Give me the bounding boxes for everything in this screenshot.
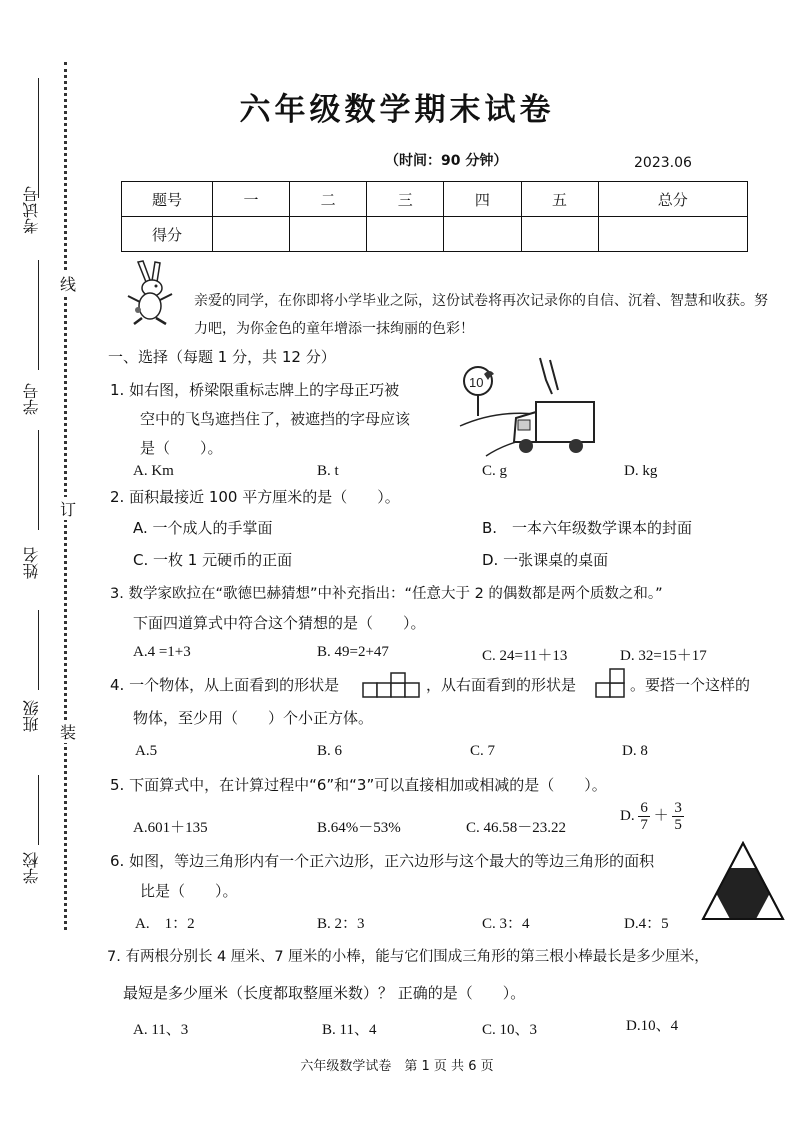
name-underline	[38, 430, 39, 530]
fraction-six-sevenths	[638, 800, 650, 833]
q7-option-c[interactable]: C. 10、3	[482, 1022, 538, 1038]
weight-sign-label: 10	[469, 375, 484, 390]
score-cell[interactable]	[521, 217, 598, 252]
plus-operator: ＋	[653, 807, 669, 824]
exam-time: （时间：90 分钟）	[385, 153, 508, 169]
q7-option-b[interactable]: B. 11、4	[322, 1022, 377, 1038]
q4-option-b[interactable]: B. 6	[317, 743, 343, 759]
q3-line2: 下面四道算式中符合这个猜想的是（ ）。	[133, 614, 426, 632]
q6-line2: 比是（ ）。	[140, 882, 238, 900]
q3-option-d[interactable]: D. 32=15＋17	[620, 648, 707, 664]
q1-line1: 1. 如右图，桥梁限重标志牌上的字母正巧被	[110, 381, 400, 399]
q5-option-d-prefix: D.	[620, 807, 635, 824]
q4-line1-part2: ，从右面看到的形状是	[426, 676, 577, 694]
triangle-hexagon-figure	[700, 840, 786, 922]
score-cell[interactable]	[367, 217, 444, 252]
q7-line1: 7. 有两根分别长 4 厘米、7 厘米的小棒，能与它们围成三角形的第三根小棒最长是多少厘米，	[107, 949, 709, 965]
score-row-label: 得分	[122, 217, 213, 252]
q2-option-d[interactable]: D. 一张课桌的桌面	[482, 551, 609, 569]
page-title: 六年级数学期末试卷	[239, 92, 555, 128]
class-underline	[38, 610, 39, 690]
score-table-score-row	[122, 217, 748, 252]
q3-option-b[interactable]: B. 49=2+47	[317, 644, 389, 660]
q5-option-b[interactable]: B.64%－53%	[317, 820, 401, 836]
binding-char-ding: 订	[60, 497, 76, 520]
q7-line2: 最短是多少厘米（长度都取整厘米数）？ 正确的是（ ）。	[123, 984, 526, 1002]
fraction-numerator: 6	[640, 800, 648, 816]
score-cell[interactable]	[598, 217, 747, 252]
binding-char-zhuang: 装	[60, 720, 76, 743]
q2-line1: 2. 面积最接近 100 平方厘米的是（ ）。	[110, 488, 400, 506]
score-header-cell: 总分	[598, 182, 747, 217]
q6-option-c[interactable]: C. 3：4	[482, 916, 530, 932]
q4-option-d[interactable]: D. 8	[622, 743, 648, 759]
fraction-denominator: 7	[640, 817, 648, 833]
q1-option-c[interactable]: C. g	[482, 463, 508, 479]
score-cell[interactable]	[444, 217, 521, 252]
fraction-three-fifths	[672, 800, 684, 833]
intro-paragraph: 亲爱的同学，在你即将小学毕业之际，这份试卷将再次记录你的自信、沉着、智慧和收获。努力吧，为你金色的童年增添一抹绚丽的色彩！	[194, 293, 768, 337]
truck-bridge-sign-illustration	[456, 356, 616, 464]
school-underline	[38, 775, 39, 845]
q4-line2: 物体，至少用（ ）个小正方体。	[133, 709, 374, 727]
q6-option-a[interactable]: A. 1：2	[135, 916, 195, 932]
q6-option-b[interactable]: B. 2：3	[317, 916, 365, 932]
score-cell[interactable]	[290, 217, 367, 252]
q4-line1-part1: 4. 一个物体，从上面看到的形状是	[110, 676, 340, 694]
fraction-denominator: 5	[674, 817, 682, 833]
q3-line1: 3. 数学家欧拉在“歌德巴赫猜想”中补充指出：“任意大于 2 的偶数都是两个质数之和。”	[110, 586, 663, 602]
q6-line1: 6. 如图，等边三角形内有一个正六边形，正六边形与这个最大的等边三角形的面积	[110, 852, 655, 870]
q4-option-a[interactable]: A.5	[135, 743, 158, 759]
score-table	[121, 181, 748, 252]
score-header-cell: 题号	[122, 182, 213, 217]
q1-option-d[interactable]: D. kg	[624, 463, 658, 479]
q7-option-d[interactable]: D.10、4	[626, 1018, 679, 1034]
score-header-cell: 四	[444, 182, 521, 217]
fraction-numerator: 3	[674, 800, 682, 816]
exam-no-label: 考试号	[22, 186, 41, 234]
student-no-label: 学号	[22, 383, 41, 415]
q2-option-c[interactable]: C. 一枚 1 元硬币的正面	[133, 551, 293, 569]
score-header-cell: 三	[367, 182, 444, 217]
q1-line2: 空中的飞鸟遮挡住了，被遮挡的字母应该	[140, 410, 411, 428]
q4-line1-part3: 。要搭一个这样的	[630, 676, 751, 694]
page-footer: 六年级数学试卷 第 1 页 共 6 页	[300, 1059, 494, 1074]
q5-line1: 5. 下面算式中，在计算过程中“6”和“3”可以直接相加或相减的是（ ）。	[110, 776, 607, 794]
score-header-cell: 五	[521, 182, 598, 217]
q7-option-a[interactable]: A. 11、3	[133, 1022, 189, 1038]
top-view-shape-icon	[362, 672, 424, 698]
score-cell[interactable]	[213, 217, 290, 252]
exam-date: 2023.06	[634, 155, 692, 171]
score-header-cell: 一	[213, 182, 290, 217]
section-one-heading: 一、选择（每题 1 分，共 12 分）	[108, 348, 336, 366]
q4-option-c[interactable]: C. 7	[470, 743, 496, 759]
right-view-shape-icon	[595, 668, 627, 698]
q3-option-c[interactable]: C. 24=11＋13	[482, 648, 568, 664]
q3-option-a[interactable]: A.4 =1+3	[133, 644, 191, 660]
rabbit-icon	[122, 260, 180, 326]
name-label: 姓名	[22, 547, 41, 579]
q2-option-a[interactable]: A. 一个成人的手掌面	[133, 519, 273, 537]
binding-char-xian: 线	[60, 272, 76, 295]
q2-option-b[interactable]: B. 一本六年级数学课本的封面	[482, 519, 693, 537]
binding-dotted-line	[64, 62, 67, 930]
score-table-header-row	[122, 182, 748, 217]
q6-option-d[interactable]: D.4：5	[624, 916, 669, 932]
q1-option-b[interactable]: B. t	[317, 463, 339, 479]
school-label: 学校	[22, 852, 41, 884]
q1-line3: 是（ ）。	[140, 439, 223, 457]
q1-option-a[interactable]: A. Km	[133, 463, 174, 479]
q5-option-c[interactable]: C. 46.58－23.22	[466, 820, 567, 836]
q5-option-a[interactable]: A.601＋135	[133, 820, 208, 836]
q5-option-d[interactable]	[620, 800, 684, 833]
student-no-underline	[38, 260, 39, 370]
score-header-cell: 二	[290, 182, 367, 217]
class-label: 班级	[22, 700, 41, 732]
